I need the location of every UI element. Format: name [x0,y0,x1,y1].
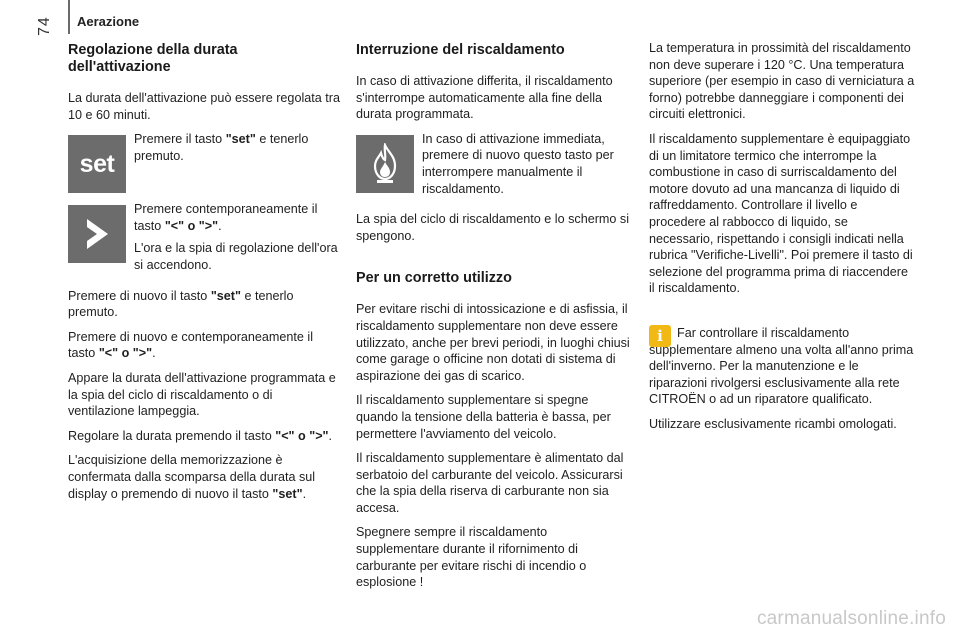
header-rule [68,0,70,34]
page-number: 74 [36,16,53,36]
arrow-step-text-1: Premere contemporaneamente il tasto "<" o ">". [134,202,318,233]
duration-intro: La durata dell'attivazione può essere regolata tra 10 e 60 minuti. [68,91,340,122]
correct-use-p3: Il riscaldamento supplementare è alimentato dal serbatoio del carburante del veicolo. Assicurarsi che la spia della riserva di carburante non sia accesa. [356,451,624,515]
duration-p5: L'acquisizione della memorizzazione è confermata dalla scomparsa della durata sul display o premendo di nuovo il tasto "set". [68,453,316,501]
flame-step [356,131,630,203]
duration-p2: Premere di nuovo e contemporaneamente il tasto "<" o ">". [68,329,314,361]
temperature-p3: Utilizzare esclusivamente ricambi omologati. [649,416,897,431]
correct-use-p2: Il riscaldamento supplementare si spegne quando la tensione della batteria è bassa, per permettere l'avviamento del veicolo. [356,393,611,441]
column-temperature [649,40,915,440]
correct-use-p1: Per evitare rischi di intossicazione e di asfissia, il riscaldamento supplementare non deve essere utilizzato, anche per brevi periodi, in luoghi chiusi come garage o officine non dotati di sistema di aspirazione dei gas di scarico. [356,302,630,383]
interruption-p1: In caso di attivazione differita, il riscaldamento s'interrompe automaticamente alla fine della durata programmata. [356,74,613,122]
duration-p1: Premere di nuovo il tasto "set" e tenerlo premuto. [68,288,294,320]
arrow-key-icon [68,205,126,263]
heading-interruption: Interruzione del riscaldamento [356,42,565,58]
heading-correct-use: Per un corretto utilizzo [356,270,512,287]
watermark: carmanualsonline.info [756,608,946,629]
arrow-step-text-2: L'ora e la spia di regolazione dell'ora si accendono. [134,241,338,272]
column-duration [68,40,340,510]
heading-duration: Regolazione della durata dell'attivazione [68,42,238,75]
interruption-p2: La spia del ciclo di riscaldamento e lo schermo si spengono. [356,212,629,243]
set-key-icon [68,135,126,193]
correct-use-p4: Spegnere sempre il riscaldamento supplementare durante il rifornimento di carburante per evitare rischi di incendio o esplosione ! [356,525,587,590]
temperature-p1: La temperatura in prossimità del riscaldamento non deve superare i 120 °C. Una temperatura superiore (per esempio in caso di verniciatura a forno) potrebbe danneggiare i componenti dei circuiti elettronici. [649,41,915,122]
column-interruption [356,40,630,599]
section-title: Aerazione [77,14,140,29]
set-step-text: Premere il tasto "set" e tenerlo premuto. [134,132,309,163]
duration-p3: Appare la durata dell'attivazione programmata e la spia del ciclo di riscaldamento o di ventilazione lampeggia. [68,370,336,419]
flame-step-text: In caso di attivazione immediata, premere di nuovo questo tasto per interrompere manualmente il riscaldamento. [422,131,614,196]
set-key-icon-label: set [79,149,115,178]
info-icon: i [649,325,671,347]
arrow-step [68,201,340,279]
duration-p4: Regolare la durata premendo il tasto "<" o ">". [68,428,333,443]
info-note-text: Far controllare il riscaldamento supplementare almeno una volta all'anno prima dell'inverno. Per la manutenzione e le riparazioni rivolgersi esclusivamente alla rete CITROËN o ad un riparatore qualificato. [649,325,914,407]
temperature-p2: Il riscaldamento supplementare è equipaggiato di un limitatore termico che interrompe la combustione in caso di surriscaldamento del motore dovuto ad una mancanza di liquido di raffreddamento. Controllare il livello e procedere al rabbocco di liquido, se necessario, rispettando i consigli indicati nella rubrica "Verifiche-Livelli". Poi premere il tasto di selezione del programma prima di riaccendere il riscaldamento. [649,131,913,296]
set-step [68,131,340,193]
flame-key-icon [356,135,414,193]
